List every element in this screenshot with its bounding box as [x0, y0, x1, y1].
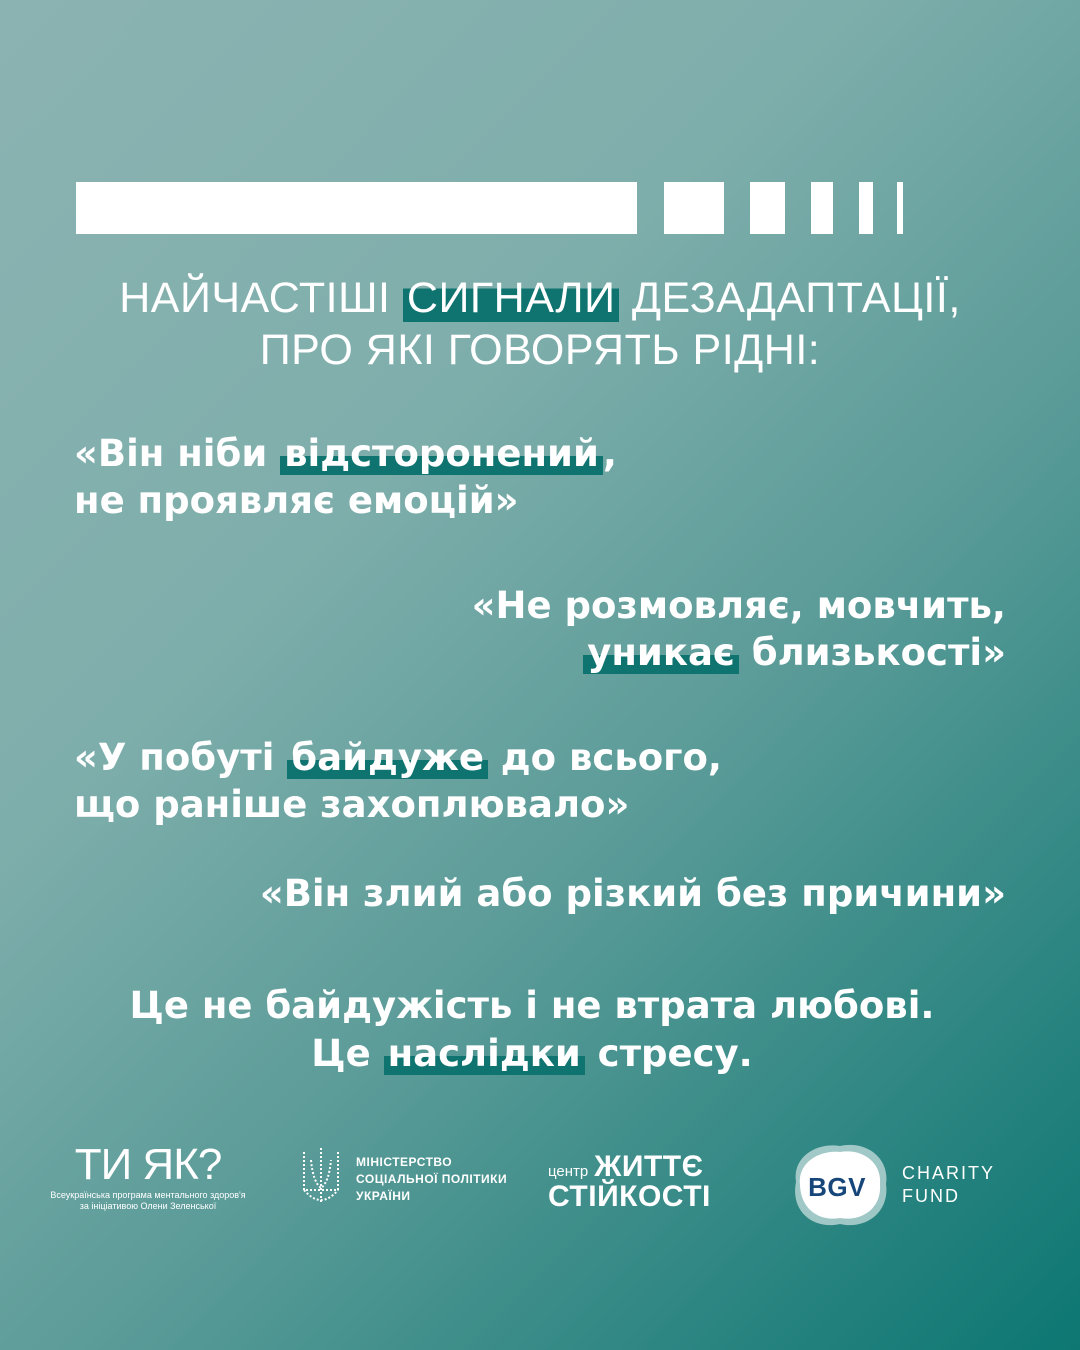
- conclusion-highlight: наслідки: [384, 1032, 585, 1075]
- title-line2: ПРО ЯКІ ГОВОРЯТЬ РІДНІ:: [259, 326, 821, 374]
- quote-detached: «Він ніби відсторонений , не проявляє емоцій»: [74, 432, 617, 522]
- page-title: [30, 272, 1050, 376]
- decor-bar-4: [811, 182, 833, 234]
- quote-angry: «Він злий або різкий без причини»: [259, 872, 1006, 915]
- partner-logos: [0, 1130, 1080, 1240]
- conclusion-text: Це не байдужість і не втрата любові. Це наслідки стресу.: [129, 984, 935, 1075]
- trident-icon: [296, 1144, 346, 1214]
- decor-bar-5: [859, 182, 873, 234]
- decor-bar-6: [897, 182, 903, 234]
- decor-bar-square: [664, 182, 724, 234]
- resilience-center-logo: центр ЖИТТЄ СТІЙКОСТІ: [548, 1150, 711, 1213]
- title-highlight: СИГНАЛИ: [403, 274, 620, 322]
- ty-yak-logo: ТИ ЯК? Всеукраїнська програма ментального здоров'я за ініціативою Олени Зеленської: [48, 1142, 248, 1212]
- quote-highlight: уникає: [583, 631, 739, 674]
- quote-highlight: відсторонений: [280, 432, 603, 475]
- bgv-charity-logo: BGV CHARITY FUND: [782, 1134, 1022, 1234]
- bgv-mark: BGV: [808, 1172, 866, 1202]
- quote-highlight: байдуже: [287, 736, 488, 779]
- decor-bar-long: [76, 182, 637, 234]
- decor-bar-3: [750, 182, 785, 234]
- title-line1: НАЙЧАСТІШІ СИГНАЛИ ДЕЗАДАПТАЦІЇ,: [119, 274, 961, 322]
- quote-indifferent: «У побуті байдуже до всього, що раніше захоплювало»: [74, 736, 722, 826]
- ty-yak-logo-name: ТИ ЯК?: [74, 1140, 222, 1189]
- ministry-logo: МІНІСТЕРСТВО СОЦІАЛЬНОЇ ПОЛІТИКИ УКРАЇНИ: [296, 1144, 526, 1214]
- quote-silent: «Не розмовляє, мовчить, уникає близькості»: [471, 584, 1006, 674]
